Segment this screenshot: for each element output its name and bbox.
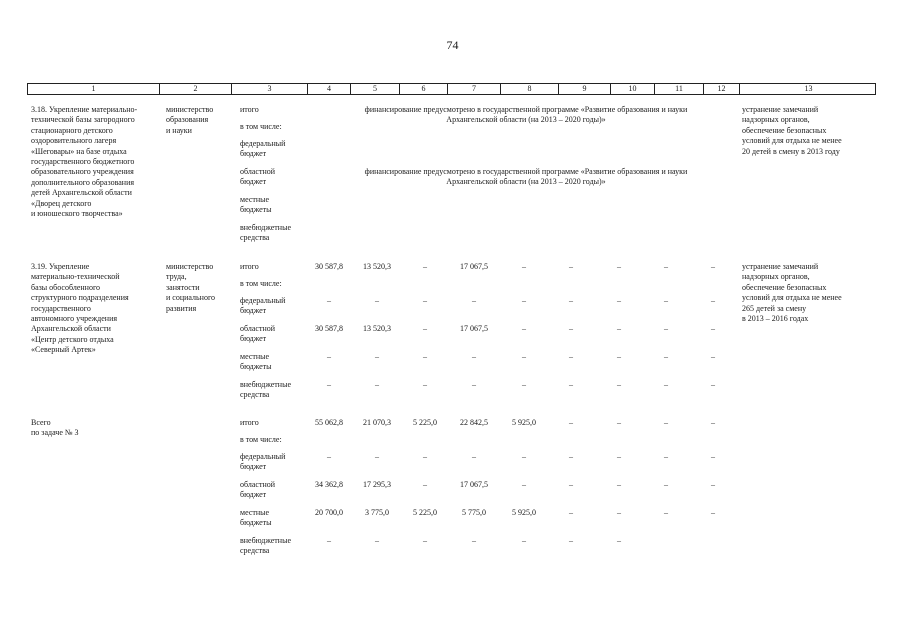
value-total-itogo: –	[711, 418, 715, 427]
value-319-itogo: 13 520,3	[363, 262, 391, 271]
value-total-vnebyudzhet: –	[375, 536, 379, 545]
value-319-mestnye: –	[711, 352, 715, 361]
value-319-mestnye: –	[664, 352, 668, 361]
result-318-text: 20 детей в смену в 2013 году	[742, 146, 840, 156]
executor-319-text: занятости	[166, 282, 200, 292]
value-total-federal: –	[617, 452, 621, 461]
value-319-vnebyudzhet: –	[327, 380, 331, 389]
value-total-vnebyudzhet: –	[472, 536, 476, 545]
page-number: 74	[446, 38, 459, 52]
executor-318-text: министерство	[166, 105, 214, 114]
value-319-oblast: –	[617, 324, 621, 333]
executor-319-text: министерство	[166, 262, 214, 271]
header-col-1: 1	[28, 84, 160, 94]
task-318-text: дополнительного образования	[31, 177, 135, 187]
value-total-mestnye: 5 225,0	[413, 508, 437, 517]
task-318-text: детей Архангельской области	[31, 188, 132, 198]
value-total-federal: –	[375, 452, 379, 461]
value-319-oblast: –	[711, 324, 715, 333]
value-319-vnebyudzhet: –	[375, 380, 379, 389]
value-319-vnebyudzhet: –	[617, 380, 621, 389]
value-total-federal: –	[423, 452, 427, 461]
value-319-itogo: –	[711, 262, 715, 271]
source-mestnye: бюджеты	[240, 518, 272, 527]
result-318-text: условий для отдыха не менее	[742, 136, 842, 146]
task-318-text: образовательного учреждения	[31, 167, 134, 177]
value-319-vnebyudzhet: –	[472, 380, 476, 389]
source-vnebyudzhet: средства	[240, 546, 270, 555]
source-mestnye: бюджеты	[240, 362, 272, 371]
source-vnebyudzhet: внебюджетные	[240, 223, 291, 232]
value-319-oblast: 13 520,3	[363, 324, 391, 333]
header-col-6: 6	[400, 84, 448, 94]
value-319-vnebyudzhet: –	[522, 380, 526, 389]
value-319-itogo: 30 587,8	[315, 262, 343, 271]
value-319-vnebyudzhet: –	[569, 380, 573, 389]
task-319-text: структурного подразделения	[31, 293, 129, 303]
source-mestnye: местные	[240, 195, 270, 204]
value-total-itogo: –	[664, 418, 668, 427]
value-total-federal: –	[327, 452, 331, 461]
value-total-oblast: –	[522, 480, 526, 489]
value-total-itogo: 55 062,8	[315, 418, 343, 427]
value-total-oblast: –	[711, 480, 715, 489]
value-319-federal: –	[711, 296, 715, 305]
funding-note-318-a: Архангельской области (на 2013 – 2020 годы)»	[446, 115, 606, 125]
value-319-federal: –	[472, 296, 476, 305]
header-col-10: 10	[611, 84, 655, 94]
source-itogo: итого	[240, 105, 259, 114]
value-319-mestnye: –	[617, 352, 621, 361]
value-total-mestnye: 5 775,0	[462, 508, 486, 517]
source-federal: федеральный	[240, 296, 286, 305]
value-319-oblast: 30 587,8	[315, 324, 343, 333]
value-319-oblast: –	[423, 324, 427, 333]
value-total-itogo: –	[569, 418, 573, 427]
source-v-tom-chisle: в том числе:	[240, 122, 282, 131]
executor-319-text: и социального	[166, 293, 216, 303]
value-total-mestnye: 3 775,0	[365, 508, 389, 517]
header-col-13: 13	[804, 84, 813, 93]
task-318-text: стационарного детского	[31, 125, 113, 135]
result-319-text: обеспечение безопасных	[742, 282, 827, 292]
value-total-itogo: 5 925,0	[512, 418, 536, 427]
task-318-text: 3.18. Укрепление материально-	[31, 105, 138, 114]
value-total-oblast: 17 295,3	[363, 480, 391, 489]
value-total-mestnye: –	[569, 508, 573, 517]
result-319-text: надзорных органов,	[742, 272, 810, 282]
source-v-tom-chisle: в том числе:	[240, 279, 282, 288]
task-319-text: автономного учреждения	[31, 314, 118, 323]
value-total-oblast: –	[569, 480, 573, 489]
value-319-oblast: –	[664, 324, 668, 333]
value-total-mestnye: –	[617, 508, 621, 517]
source-oblast: бюджет	[240, 334, 267, 343]
source-oblast: бюджет	[240, 490, 267, 499]
value-319-itogo: –	[423, 262, 427, 271]
value-total-mestnye: –	[664, 508, 668, 517]
source-itogo: итого	[240, 418, 259, 427]
executor-318-text: образования	[166, 115, 209, 125]
value-319-mestnye: –	[522, 352, 526, 361]
task-318-text: «Дворец детского	[31, 198, 92, 208]
executor-318-text: и науки	[166, 125, 192, 135]
task-319-text: «Центр детского отдыха	[31, 334, 114, 344]
result-319-text: условий для отдыха не менее	[742, 293, 842, 303]
result-319-text: в 2013 – 2016 годах	[742, 314, 809, 323]
funding-note-318-b: Архангельской области (на 2013 – 2020 годы)»	[446, 177, 606, 187]
task-319-text: материально-технической	[31, 272, 120, 282]
value-total-vnebyudzhet: –	[522, 536, 526, 545]
source-oblast: областной	[240, 167, 276, 176]
value-total-federal: –	[664, 452, 668, 461]
header-col-5: 5	[351, 84, 400, 94]
task-318-text: технической базы загородного	[31, 115, 135, 125]
source-federal: бюджет	[240, 306, 267, 315]
value-total-federal: –	[569, 452, 573, 461]
header-col-2: 2	[160, 84, 232, 94]
value-total-mestnye: 20 700,0	[315, 508, 343, 517]
value-319-federal: –	[664, 296, 668, 305]
source-vnebyudzhet: средства	[240, 390, 270, 399]
value-319-vnebyudzhet: –	[711, 380, 715, 389]
result-319-text: устранение замечаний	[742, 262, 819, 271]
result-319-text: 265 детей за смену	[742, 303, 807, 313]
value-total-itogo: 22 842,5	[460, 418, 488, 427]
value-319-mestnye: –	[423, 352, 427, 361]
executor-319-text: развития	[166, 303, 197, 313]
value-319-oblast: 17 067,5	[460, 324, 488, 333]
source-oblast: областной	[240, 480, 276, 489]
source-federal: бюджет	[240, 149, 267, 158]
value-total-federal: –	[711, 452, 715, 461]
header-col-9: 9	[559, 84, 611, 94]
result-318-text: надзорных органов,	[742, 115, 810, 125]
task-319-text: государственного	[31, 303, 91, 313]
value-total-itogo: 21 070,3	[363, 418, 391, 427]
value-319-itogo: –	[617, 262, 621, 271]
header-col-7: 7	[448, 84, 501, 94]
value-319-oblast: –	[569, 324, 573, 333]
header-col-3: 3	[232, 84, 308, 94]
funding-note-318-a: финансирование предусмотрено в государственной программе «Развитие образования и науки	[364, 105, 688, 114]
value-319-itogo: –	[522, 262, 526, 271]
source-vnebyudzhet: внебюджетные	[240, 536, 291, 545]
value-319-federal: –	[569, 296, 573, 305]
result-318-text: обеспечение безопасных	[742, 125, 827, 135]
source-oblast: бюджет	[240, 177, 267, 186]
value-total-oblast: –	[423, 480, 427, 489]
value-total-vnebyudzhet: –	[327, 536, 331, 545]
value-319-federal: –	[617, 296, 621, 305]
value-total-mestnye: 5 925,0	[512, 508, 536, 517]
task-318-text: и юношеского творчества»	[31, 209, 123, 218]
value-total-itogo: –	[617, 418, 621, 427]
value-total-vnebyudzhet: –	[569, 536, 573, 545]
source-mestnye: местные	[240, 508, 270, 517]
value-319-mestnye: –	[569, 352, 573, 361]
source-federal: федеральный	[240, 452, 286, 461]
source-mestnye: местные	[240, 352, 270, 361]
value-total-federal: –	[522, 452, 526, 461]
executor-319-text: труда,	[166, 272, 187, 282]
task-319-text: «Северный Артек»	[31, 345, 96, 355]
source-federal: федеральный	[240, 139, 286, 148]
total-label: по задаче № 3	[31, 428, 79, 438]
source-oblast: областной	[240, 324, 276, 333]
value-319-vnebyudzhet: –	[423, 380, 427, 389]
value-total-oblast: 17 067,5	[460, 480, 488, 489]
value-319-mestnye: –	[472, 352, 476, 361]
source-itogo: итого	[240, 262, 259, 271]
header-col-8: 8	[501, 84, 559, 94]
value-319-vnebyudzhet: –	[664, 380, 668, 389]
source-vnebyudzhet: внебюджетные	[240, 380, 291, 389]
value-total-oblast: –	[664, 480, 668, 489]
value-319-mestnye: –	[375, 352, 379, 361]
value-319-mestnye: –	[327, 352, 331, 361]
source-federal: бюджет	[240, 462, 267, 471]
value-319-oblast: –	[522, 324, 526, 333]
value-total-itogo: 5 225,0	[413, 418, 437, 427]
result-318-text: устранение замечаний	[742, 105, 819, 114]
table-header-row	[27, 83, 876, 95]
value-total-oblast: –	[617, 480, 621, 489]
value-total-mestnye: –	[711, 508, 715, 517]
value-319-itogo: 17 067,5	[460, 262, 488, 271]
source-v-tom-chisle: в том числе:	[240, 435, 282, 444]
value-total-vnebyudzhet: –	[617, 536, 621, 545]
task-318-text: «Шеговары» на базе отдыха	[31, 146, 127, 156]
header-col-11: 11	[655, 84, 704, 94]
task-319-text: базы обособленного	[31, 282, 101, 292]
value-319-federal: –	[522, 296, 526, 305]
total-label: Всего	[31, 418, 51, 427]
value-total-federal: –	[472, 452, 476, 461]
value-319-itogo: –	[664, 262, 668, 271]
value-319-itogo: –	[569, 262, 573, 271]
value-total-vnebyudzhet: –	[423, 536, 427, 545]
value-319-federal: –	[423, 296, 427, 305]
task-319-text: 3.19. Укрепление	[31, 262, 90, 271]
header-col-4: 4	[308, 84, 351, 94]
source-mestnye: бюджеты	[240, 205, 272, 214]
value-total-oblast: 34 362,8	[315, 480, 343, 489]
task-318-text: государственного бюджетного	[31, 157, 135, 166]
value-319-federal: –	[327, 296, 331, 305]
source-vnebyudzhet: средства	[240, 233, 270, 242]
task-318-text: оздоровительного лагеря	[31, 136, 117, 146]
task-319-text: Архангельской области	[31, 324, 111, 334]
value-319-federal: –	[375, 296, 379, 305]
funding-note-318-b: финансирование предусмотрено в государственной программе «Развитие образования и науки	[364, 167, 688, 176]
header-col-12: 12	[704, 84, 740, 94]
